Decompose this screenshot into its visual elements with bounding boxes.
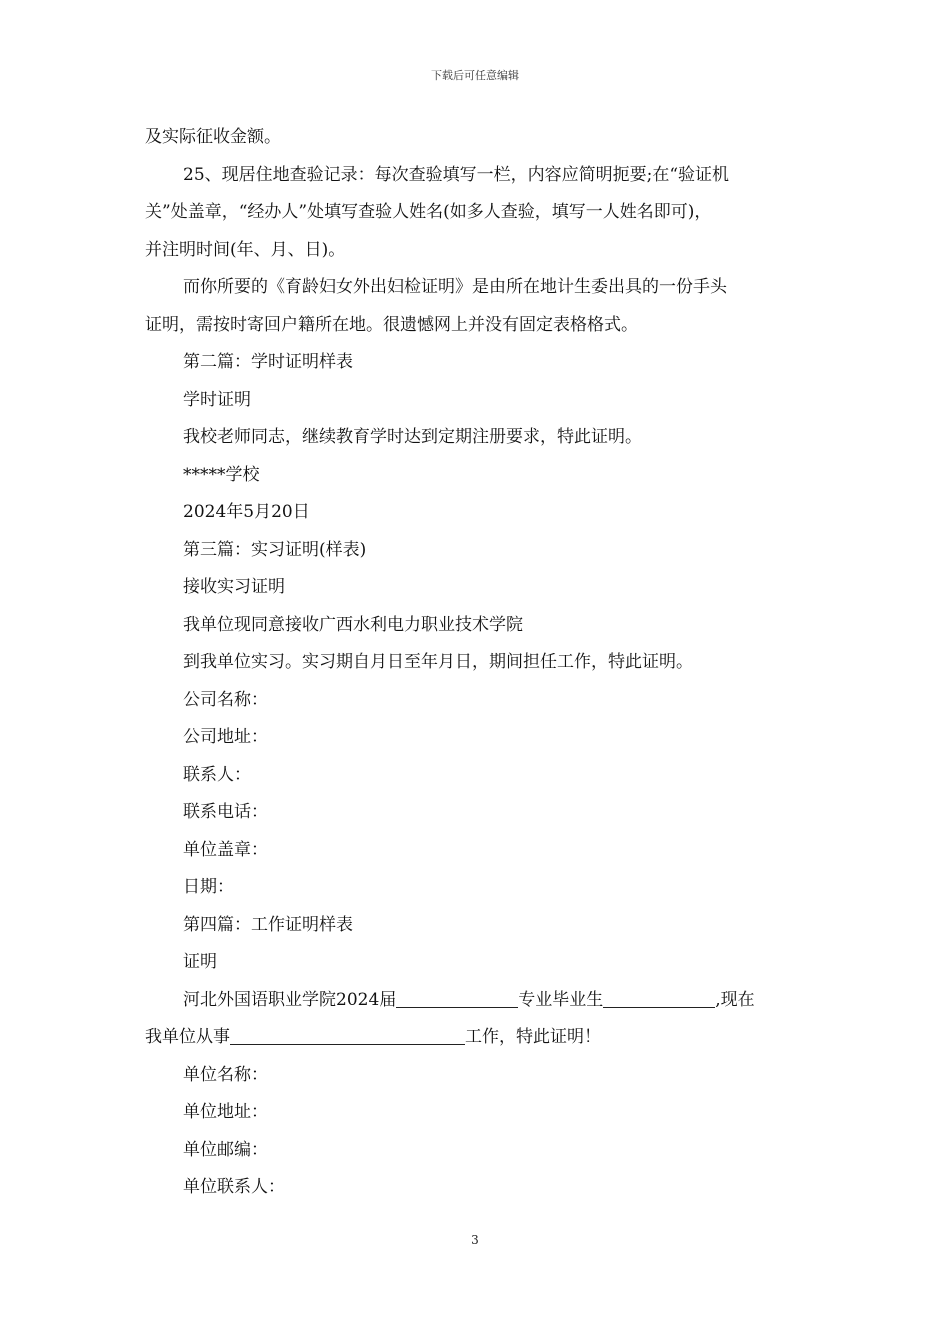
paragraph-line: 并注明时间(年、月、日)。 [145,239,346,260]
paragraph-line: 我校老师同志，继续教育学时达到定期注册要求，特此证明。 [183,427,642,447]
section-title: 第三篇：实习证明(样表) [183,539,367,560]
form-field-label: 单位邮编： [183,1139,268,1160]
paragraph-line: 我单位现同意接收广西水利电力职业技术学院 [183,614,523,635]
page-number: 3 [471,1233,479,1247]
certificate-text: ,现在 [715,989,755,1010]
section-title: 第二篇：学时证明样表 [183,352,353,372]
form-field-label: 单位地址： [183,1102,268,1122]
blank-underline [603,989,715,1008]
date-line: 2024年5月20日 [183,502,310,522]
certificate-text: 河北外国语职业学院2024届 [183,989,397,1010]
form-field-label: 单位名称： [183,1064,268,1085]
paragraph-line: 关”处盖章，“经办人”处填写查验人姓名(如多人查验，填写一人姓名即可)， [145,202,712,222]
form-field-label: 联系人： [183,764,251,785]
paragraph-line: 及实际征收金额。 [145,127,281,147]
form-field-label: 公司地址： [183,727,268,747]
certificate-text: 我单位从事 [145,1027,230,1047]
form-field-label: 日期： [183,877,234,897]
paragraph-line: 证明，需按时寄回户籍所在地。很遗憾网上并没有固定表格格式。 [145,314,638,335]
form-field-label: 联系电话： [183,802,268,822]
certificate-line [145,1019,815,1057]
document-body [145,119,815,1207]
form-field-label: 单位盖章： [183,839,268,860]
paragraph-line: 25、现居住地查验记录：每次查验填写一栏，内容应简明扼要;在“验证机 [183,164,730,185]
section-subtitle: 接收实习证明 [183,577,285,597]
blank-underline [396,989,518,1008]
school-name: *****学校 [183,464,260,485]
certificate-text: 专业毕业生 [518,989,604,1010]
paragraph-line: 到我单位实习。实习期自月日至年月日，期间担任工作，特此证明。 [183,652,693,672]
page-header: 下载后可任意编辑 [431,69,519,82]
section-subtitle: 学时证明 [183,389,251,410]
form-field-label: 单位联系人： [183,1177,285,1197]
certificate-line [145,982,815,1020]
certificate-text: 工作，特此证明！ [465,1027,601,1047]
section-title: 第四篇：工作证明样表 [183,914,353,935]
blank-underline [230,1026,465,1045]
section-subtitle: 证明 [183,952,217,972]
form-field-label: 公司名称： [183,689,268,710]
paragraph-line: 而你所要的《育龄妇女外出妇检证明》是由所在地计生委出具的一份手头 [183,277,727,297]
